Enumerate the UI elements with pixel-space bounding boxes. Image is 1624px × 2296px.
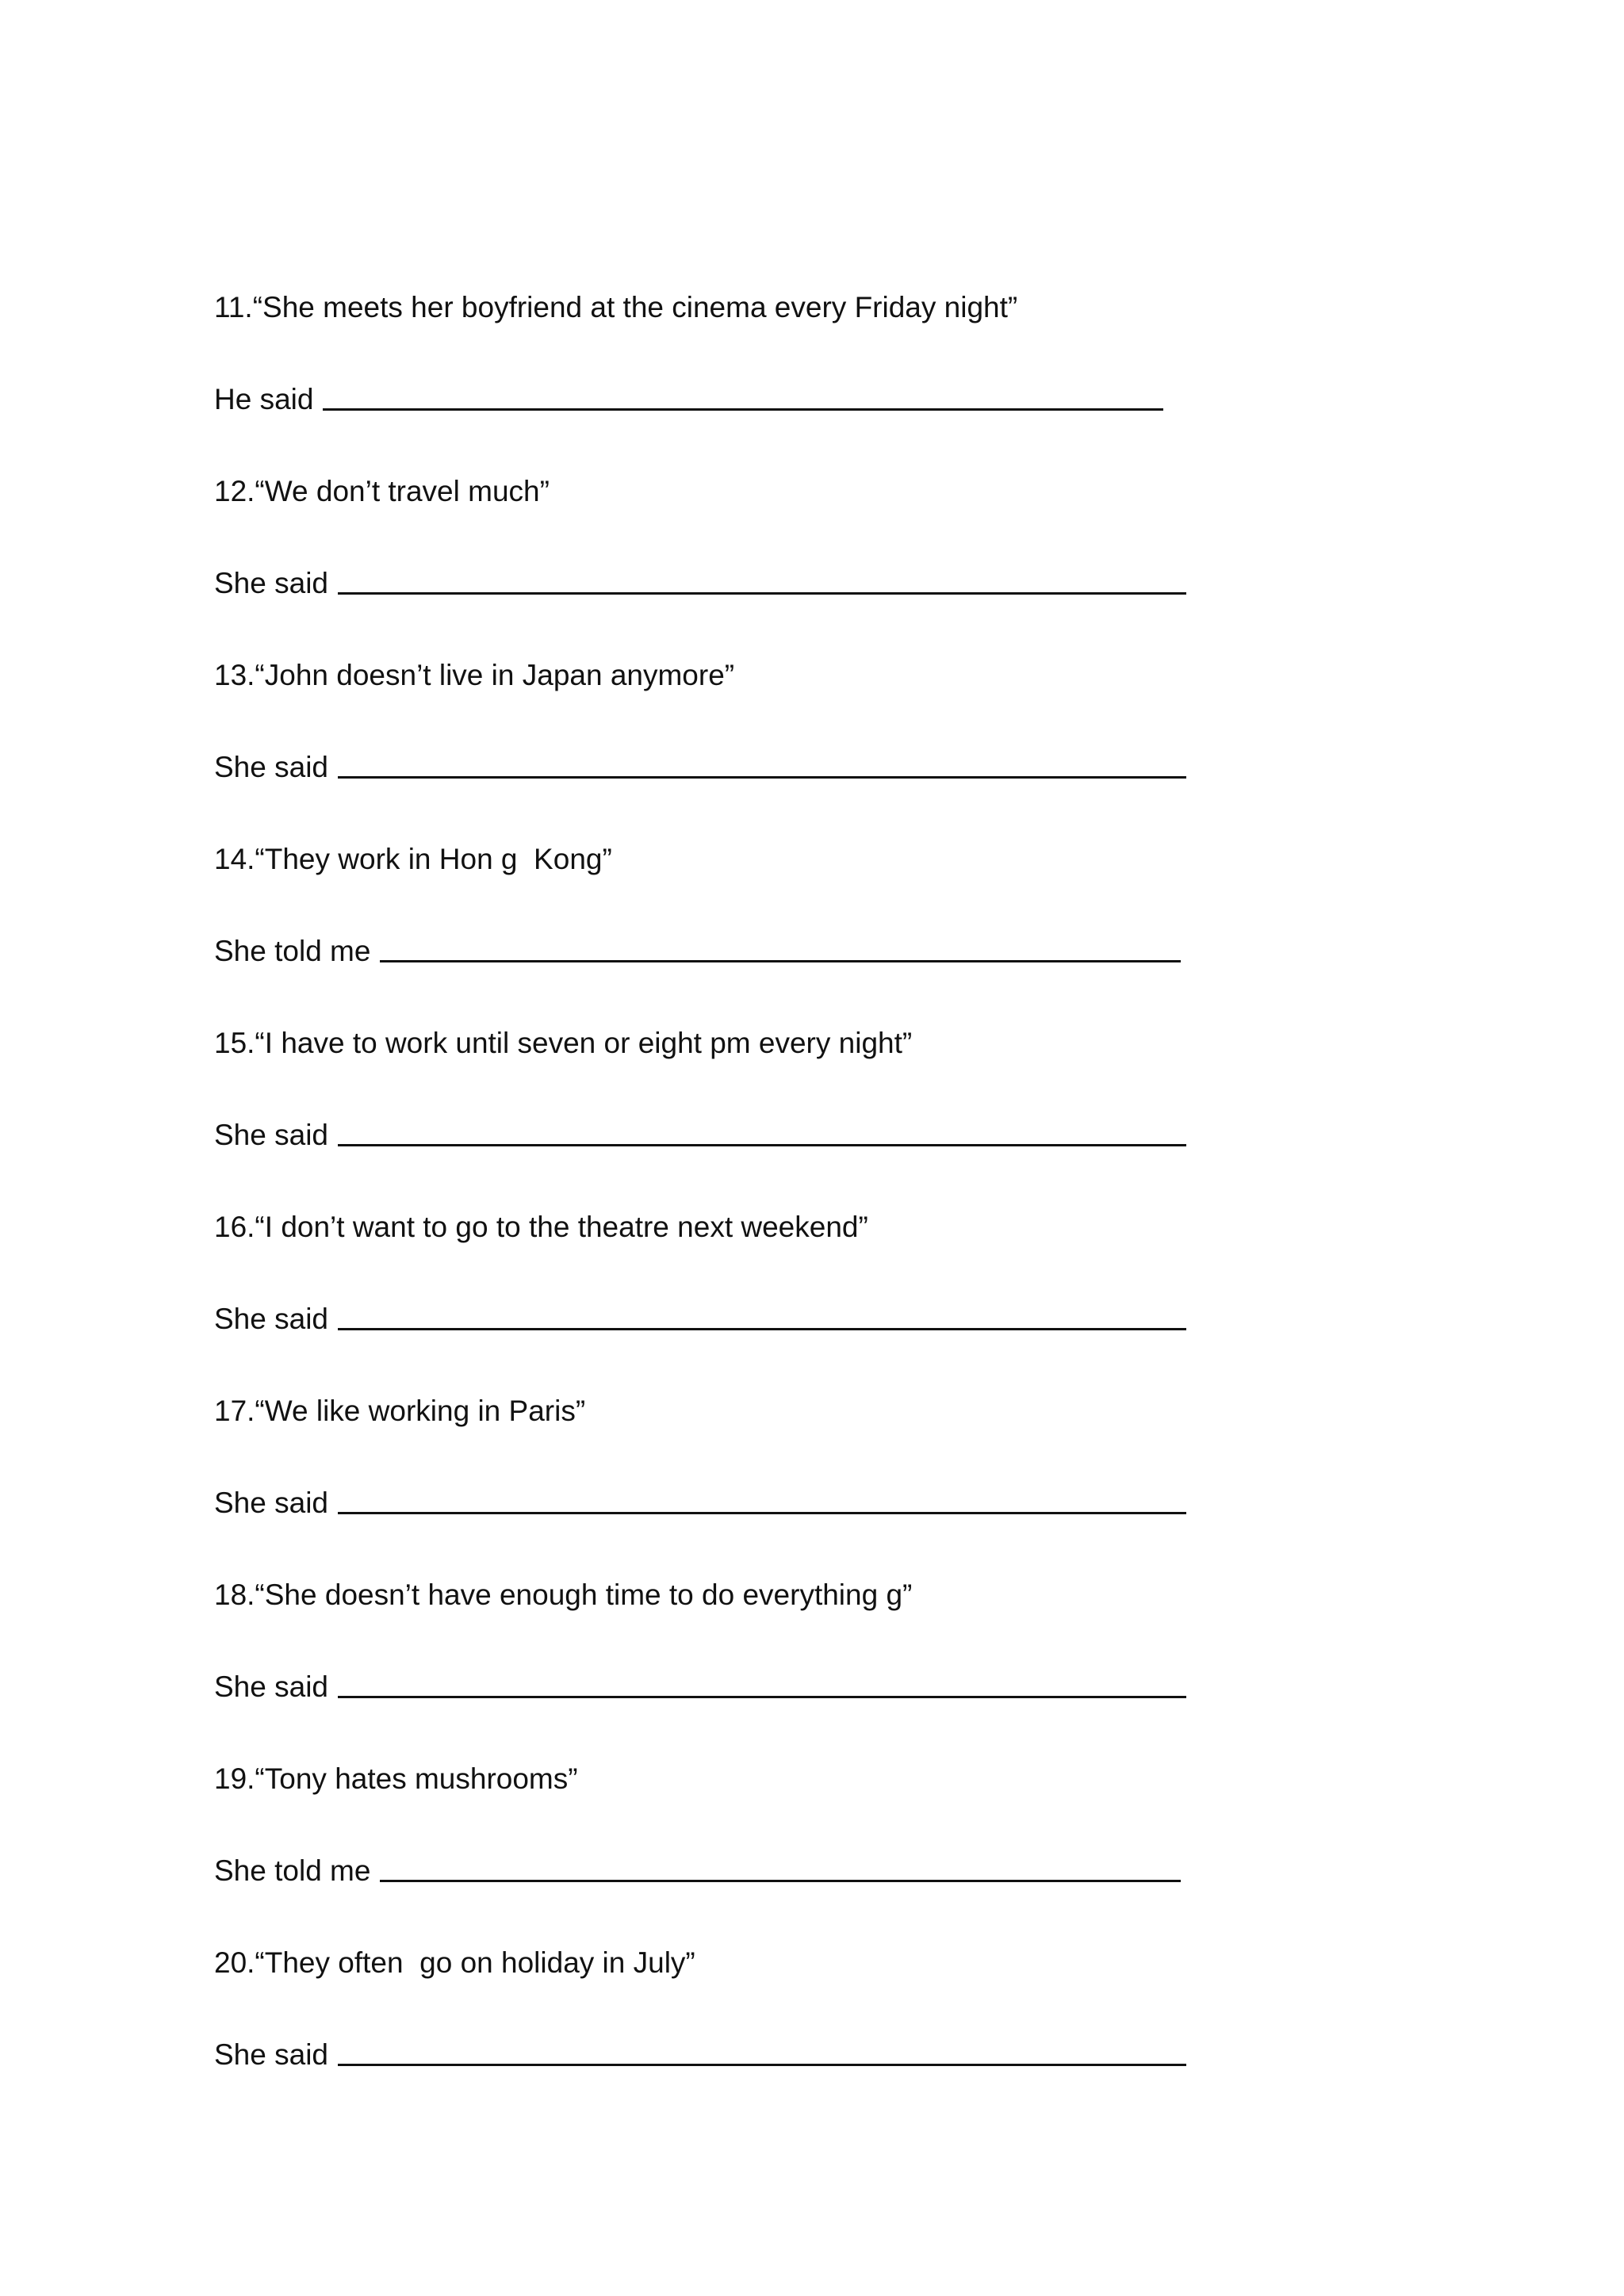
- answer-blank: [338, 1511, 1186, 1514]
- exercise-quote: 19.“Tony hates mushrooms”: [214, 1762, 578, 1795]
- answer-blank: [338, 2063, 1186, 2066]
- answer-line: [214, 745, 1404, 790]
- answer-line: [214, 2033, 1404, 2077]
- exercise-quote: 11.“She meets her boyfriend at the cinema every Friday night”: [214, 291, 1018, 323]
- answer-line: [214, 1481, 1404, 1525]
- exercise-item: [214, 469, 1404, 653]
- exercise-quote: 14.“They work in Hon g Kong”: [214, 843, 612, 875]
- exercise-quote: 13.“John doesn’t live in Japan anymore”: [214, 659, 735, 691]
- exercise-quote: 20.“They often go on holiday in July”: [214, 1946, 695, 1979]
- exercise-quote: 16.“I don’t want to go to the theatre next weekend”: [214, 1211, 868, 1243]
- answer-line: [214, 1665, 1404, 1709]
- exercise-item: [214, 653, 1404, 837]
- answer-line: [214, 1297, 1404, 1341]
- answer-prompt: She said: [214, 1670, 328, 1703]
- answer-line: [214, 561, 1404, 606]
- answer-prompt: She told me: [214, 935, 371, 967]
- answer-line: [214, 1849, 1404, 1893]
- answer-blank: [338, 591, 1186, 595]
- answer-prompt: He said: [214, 383, 314, 415]
- exercise-item: [214, 1757, 1404, 1941]
- answer-blank: [338, 1695, 1186, 1698]
- answer-prompt: She said: [214, 1303, 328, 1335]
- answer-blank: [380, 959, 1181, 962]
- exercise-quote: 12.“We don’t travel much”: [214, 475, 550, 507]
- answer-line: [214, 929, 1404, 974]
- exercise-quote: 17.“We like working in Paris”: [214, 1395, 586, 1427]
- answer-prompt: She said: [214, 567, 328, 599]
- exercise-item: [214, 1389, 1404, 1573]
- exercise-item: [214, 1573, 1404, 1757]
- exercise-item: [214, 1021, 1404, 1205]
- exercise-item: [214, 1205, 1404, 1389]
- answer-prompt: She told me: [214, 1854, 371, 1887]
- answer-blank: [338, 1143, 1186, 1146]
- exercise-item: [214, 285, 1404, 469]
- answer-prompt: She said: [214, 1119, 328, 1151]
- exercise-item: [214, 837, 1404, 1021]
- answer-line: [214, 1113, 1404, 1158]
- answer-blank: [338, 1327, 1186, 1330]
- answer-blank: [380, 1879, 1181, 1882]
- answer-line: [214, 377, 1404, 422]
- answer-prompt: She said: [214, 2038, 328, 2071]
- answer-prompt: She said: [214, 751, 328, 783]
- exercise-item: [214, 1941, 1404, 2125]
- answer-blank: [338, 775, 1186, 779]
- answer-prompt: She said: [214, 1487, 328, 1519]
- exercise-quote: 15.“I have to work until seven or eight pm every night”: [214, 1027, 913, 1059]
- answer-blank: [323, 408, 1163, 411]
- exercise-quote: 18.“She doesn’t have enough time to do everything g”: [214, 1578, 913, 1611]
- exercise-list: [214, 285, 1404, 2125]
